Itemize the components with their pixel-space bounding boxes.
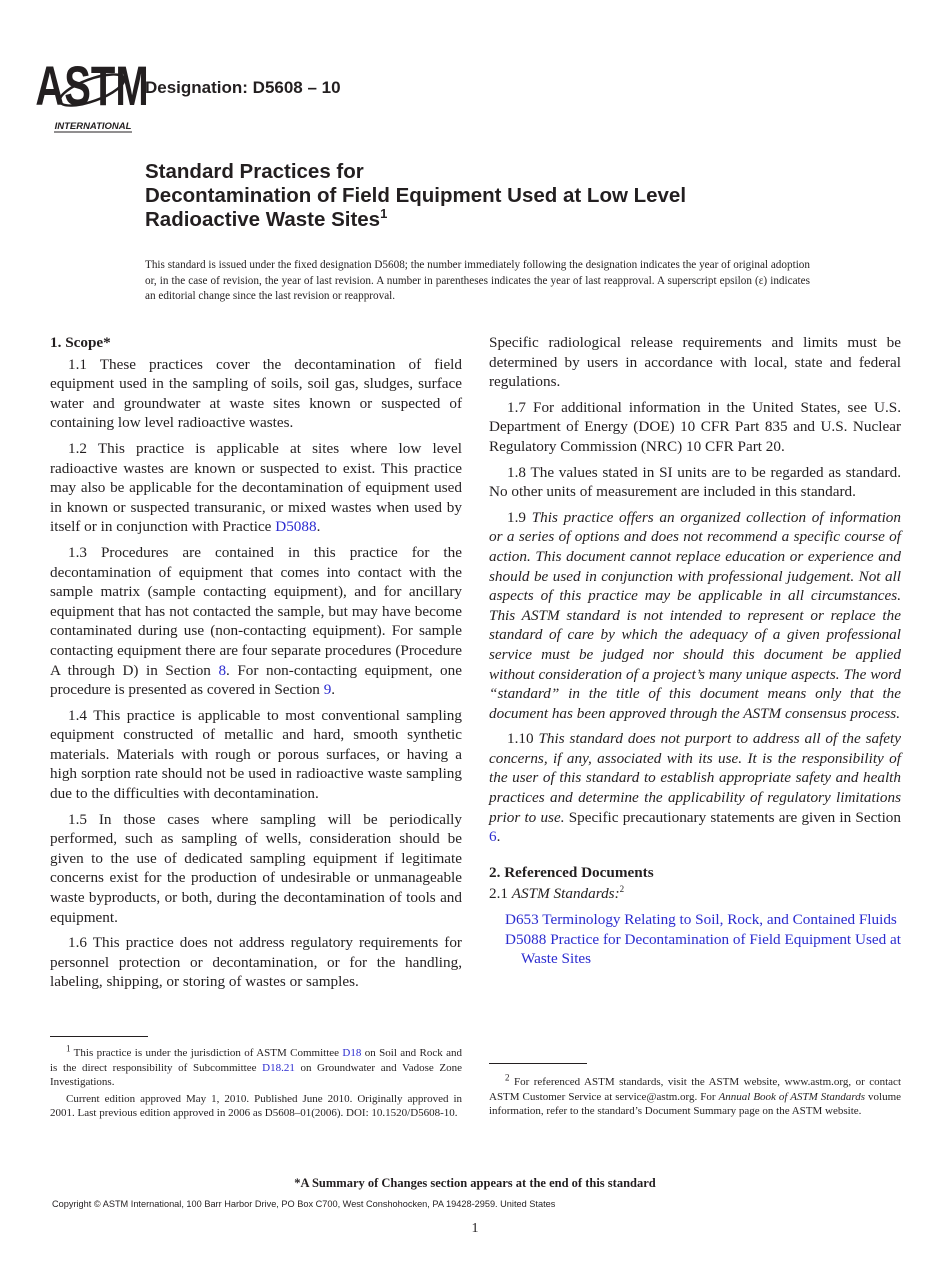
paragraph — [50, 706, 462, 804]
astm-logo — [35, 55, 149, 136]
paragraph — [50, 543, 462, 700]
title-line-2: Decontamination of Field Equipment Used at Low Level — [145, 184, 687, 207]
footnote-divider — [489, 1063, 587, 1064]
reference-link[interactable]: D18.21 — [262, 1061, 295, 1074]
text-segment: For referenced ASTM standards, visit the ASTM website, www.astm.org, or contact ASTM Customer Service at service@astm.org. For — [489, 1076, 901, 1103]
text-segment: . For non-contacting equipment, one procedure is presented as covered in Section — [50, 661, 462, 699]
reference-link[interactable]: D18 — [342, 1047, 362, 1059]
left-column — [50, 333, 462, 998]
reference-link[interactable]: 6 — [489, 828, 497, 846]
text-segment: on Soil and Rock and is the direct responsibility of Subcommittee — [50, 1047, 463, 1074]
footnote — [489, 1072, 902, 1119]
text-segment: 1.5 In those cases where sampling will be periodically performed, such as sampling of wells, consideration should be given to the use of dedicated sampling equipment if legitimate concerns exist for the production of undesirable or unmanageable waste byproducts, or both, during the decontamination of tools and equipment. — [50, 810, 462, 926]
text-segment: 2. Referenced Documents — [489, 863, 654, 881]
text-segment: . — [496, 828, 501, 846]
text-segment: . — [331, 681, 336, 699]
reference-link[interactable]: Terminology Relating to Soil, Rock, and Contained Fluids — [538, 911, 897, 929]
paragraph — [489, 333, 901, 392]
text-segment: 2.1 — [489, 885, 512, 903]
text-segment: ASTM Standards: — [511, 885, 620, 903]
text-segment: Current edition approved May 1, 2010. Published June 2010. Originally approved in 2001. Last previous edition approved in 2006 as D5608–01(2006). DOI: 10.1520/D5608-10. — [50, 1092, 462, 1119]
title-footnote-mark: 1 — [380, 206, 388, 222]
text-segment: 1.8 The values stated in SI units are to be regarded as standard. No other units of measurement are included in this standard. — [489, 463, 901, 501]
copyright: Copyright © ASTM International, 100 Barr Harbor Drive, PO Box C700, West Conshohocken, PA 19428-2959. United States — [52, 1199, 556, 1209]
text-segment: 1.9 — [507, 508, 532, 526]
reference-link[interactable]: D5088 — [275, 518, 317, 536]
paragraph — [50, 810, 462, 928]
paragraph — [489, 463, 901, 502]
paragraph — [489, 729, 901, 847]
section-heading — [50, 333, 462, 353]
text-segment: volume information, refer to the standard’s Document Summary page on the ASTM website. — [489, 1090, 902, 1117]
section-heading — [489, 863, 901, 883]
paragraph — [50, 355, 462, 433]
text-segment: on Groundwater and Vadose Zone Investigations. — [50, 1061, 463, 1088]
text-segment: Annual Book of ASTM Standards — [718, 1090, 866, 1103]
footnote — [50, 1043, 463, 1090]
footnotes-left — [50, 1043, 463, 1123]
text-segment: 1.6 This practice does not address regulatory requirements for personnel protection or decontamination, or for the handling, labeling, shipping, or storing of wastes or samples. — [50, 934, 462, 991]
page-number: 1 — [471, 1221, 479, 1236]
paragraph — [489, 398, 901, 457]
footnote-mark: 1 — [66, 1043, 71, 1054]
text-segment: This standard does not purport to address all of the safety concerns, if any, associated with its use. It is the responsibility of the user of this standard to establish appropriate safety and health practices and determine the applicability of regulatory limitations prior to use. — [489, 730, 902, 826]
designation: Designation: D5608 – 10 — [145, 78, 341, 97]
title-line-3-text: Radioactive Waste Sites — [145, 208, 381, 231]
text-segment: 1.4 This practice is applicable to most conventional sampling equipment constructed of metallic and hard, smooth synthetic materials. Materials with rough or porous surfaces, or having a high sorption rate should not be used in radioactive waste sampling due to the difficulties with decontamination. — [50, 706, 462, 803]
text-segment: . — [316, 518, 321, 536]
footnotes-right — [489, 1072, 902, 1121]
text-segment: 1.1 These practices cover the decontamination of field equipment used in the sampling of soils, soil gas, sludges, surface water and groundwater at waste sites known or suspected of containing low level radioactive wastes. — [50, 355, 462, 432]
svg-text:INTERNATIONAL: INTERNATIONAL — [54, 121, 132, 132]
paragraph — [50, 933, 462, 992]
referenced-document — [489, 930, 901, 969]
footnote-divider — [50, 1036, 148, 1037]
text-segment: 1.2 This practice is applicable at sites where low level radioactive wastes are known or suspected to exist. This practice may also be applicable for the decontamination of equipment used in known or suspected transuranic, or mixed wastes when used by itself or in conjunction with Practice — [50, 439, 462, 536]
reference-link[interactable]: 9 — [323, 681, 332, 699]
text-segment: 1.7 For additional information in the United States, see U.S. Department of Energy (DOE) 10 CFR Part 835 and U.S. Nuclear Regulatory Commission (NRC) 10 CFR Part 20. — [489, 398, 901, 455]
text-segment: Specific precautionary statements are given in Section — [564, 808, 901, 826]
title-line-1: Standard Practices for — [145, 160, 364, 183]
summary-of-changes-note: *A Summary of Changes section appears at the end of this standard — [294, 1176, 656, 1190]
title-line-3 — [145, 208, 686, 232]
paragraph — [489, 508, 901, 724]
text-segment: 1.3 Procedures are contained in this practice for the decontamination of equipment that comes into contact with the sample matrix (sample contacting equipment), and for ancillary equipment that has not contacted the sample, but may have become contaminated during use (non-contacting equipment). For sample contacting equipment there are four separate procedures (Procedure A through D) in Section — [50, 543, 462, 679]
paragraph — [50, 439, 462, 537]
right-column — [489, 333, 901, 969]
text-segment: This practice offers an organized collection of information or a series of options and does not recommend a specific course of action. This document cannot replace education or experience and should be used in conjunction with professional judgement. Not all aspects of this practice may be applicable in all circumstances. This ASTM standard is not intended to represent or replace the standard of care by which the adequacy of a given professional service must be judged nor should this document be applied without consideration of a project’s many unique aspects. The word “standard” in the title of this document means only that the document has been approved through the ASTM consensus process. — [489, 508, 901, 722]
footnote-mark: 2 — [619, 884, 625, 895]
text-segment: 1.10 — [507, 730, 539, 748]
reference-link[interactable]: D5088 — [505, 930, 547, 948]
reference-link[interactable]: 8 — [218, 661, 227, 679]
reference-link[interactable]: D653 — [505, 911, 539, 929]
svg-text:ASTM: ASTM — [35, 55, 149, 118]
footnote-mark: 2 — [505, 1072, 510, 1083]
footnote — [50, 1092, 462, 1121]
document-title — [145, 160, 686, 232]
reference-link[interactable]: Practice for Decontamination of Field Equipment Used at Waste Sites — [521, 930, 901, 968]
text-segment: This practice is under the jurisdiction of ASTM Committee — [70, 1047, 343, 1059]
text-segment: Specific radiological release requirements and limits must be determined by users in accordance with local, state and federal regulations. — [489, 334, 901, 391]
paragraph — [489, 884, 901, 904]
referenced-document — [489, 910, 901, 930]
standard-abstract: This standard is issued under the fixed designation D5608; the number immediately following the designation indicates the year of original adoption or, in the case of revision, the year of last revision. A number in parentheses indicates the year of last reapproval. A superscript epsilon (ε) indicates an editorial change since the last revision or reapproval. — [145, 259, 810, 302]
text-segment: 1. Scope* — [50, 334, 111, 351]
